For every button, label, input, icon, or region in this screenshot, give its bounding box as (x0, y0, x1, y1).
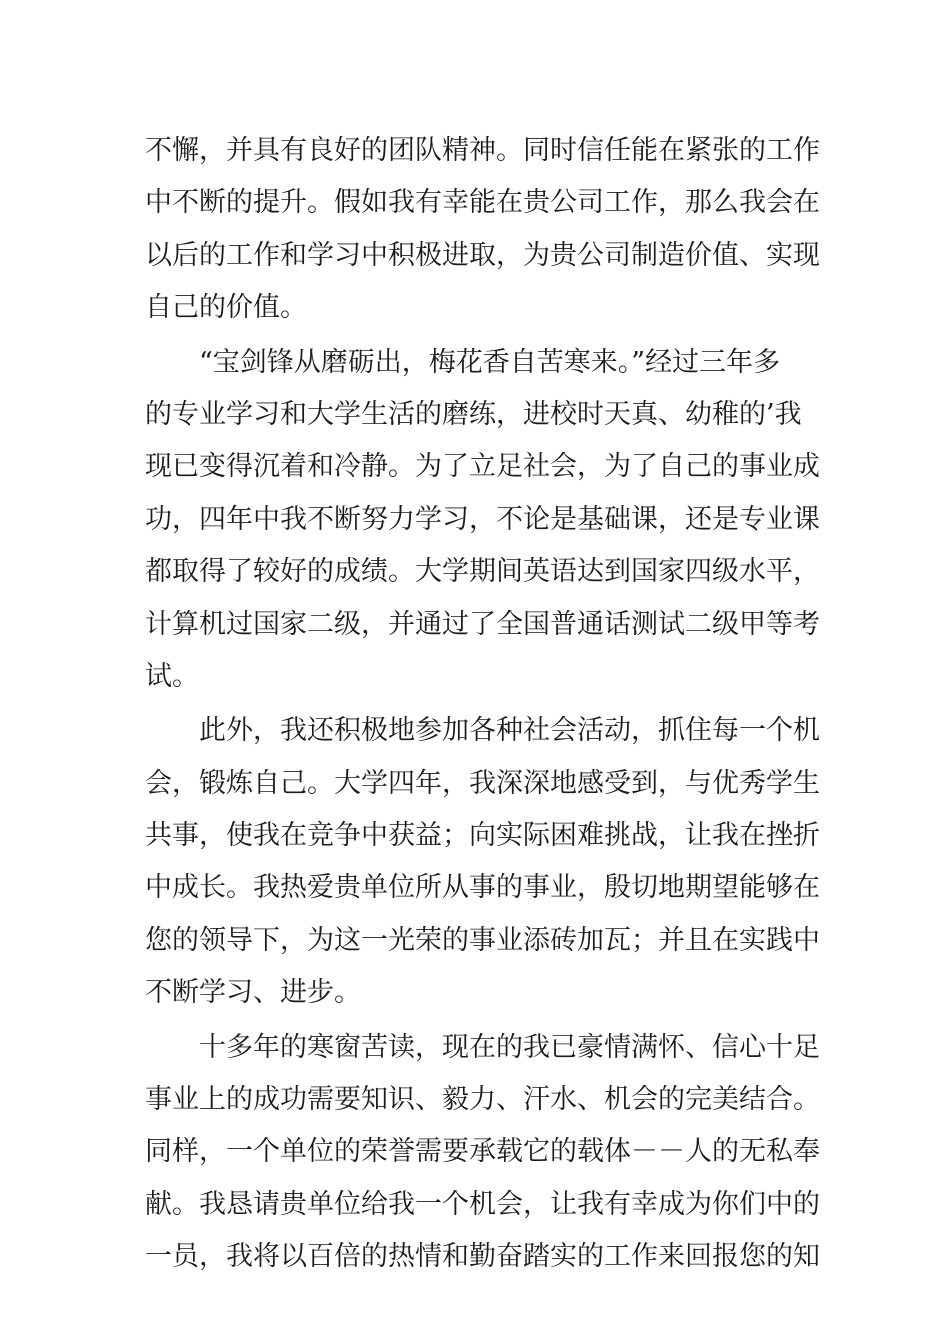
letter-body (145, 125, 820, 1284)
text-line: 一员，我将以百倍的热情和勤奋踏实的工作来回报您的知 (145, 1241, 820, 1273)
text-line: 十多年的寒窗苦读，现在的我已豪情满怀、信心十足 (199, 1031, 820, 1063)
text-line: 以后的工作和学习中积极进取，为贵公司制造价值、实现 (145, 239, 820, 271)
text-line: 计算机过国家二级，并通过了全国普通话测试二级甲等考 (145, 608, 820, 640)
text-line: 同样，一个单位的荣誉需要承载它的载体－－人的无私奉 (145, 1136, 820, 1168)
text-line: 共事，使我在竞争中获益；向实际困难挑战，让我在挫折 (145, 820, 820, 852)
text-line: 都取得了较好的成绩。大学期间英语达到国家四级水平， (145, 556, 820, 588)
text-line: 自己的价值。 (145, 292, 307, 324)
text-line: 中成长。我热爱贵单位所从事的事业，殷切地期望能够在 (145, 872, 820, 904)
text-line: 功，四年中我不断努力学习，不论是基础课，还是专业课 (145, 503, 820, 535)
text-line: 会，锻炼自己。大学四年，我深深地感受到，与优秀学生 (145, 767, 820, 799)
text-line: 此外，我还积极地参加各种社会活动，抓住每一个机 (199, 715, 820, 747)
paragraph (145, 125, 820, 335)
text-line: 中不断的提升。假如我有幸能在贵公司工作，那么我会在 (145, 187, 820, 219)
text-line: 献。我恳请贵单位给我一个机会，让我有幸成为你们中的 (145, 1188, 820, 1220)
text-line: 事业上的成功需要知识、毅力、汗水、机会的完美结合。 (145, 1084, 820, 1116)
paragraph (145, 1022, 820, 1284)
paragraph (145, 705, 820, 1019)
text-line: “宝剑锋从磨砺出，梅花香自苦寒来。”经过三年多 (199, 346, 781, 378)
text-line: 不懈，并具有良好的团队精神。同时信任能在紧张的工作 (145, 135, 820, 166)
text-line: 不断学习、进步。 (145, 977, 361, 1009)
text-line: 您的领导下，为这一光荣的事业添砖加瓦；并且在实践中 (145, 924, 820, 956)
text-line: 现已变得沉着和冷静。为了立足社会，为了自己的事业成 (145, 451, 820, 483)
text-line: 的专业学习和大学生活的磨练，进校时天真、幼稚的’我 (145, 398, 802, 430)
paragraph (145, 337, 820, 704)
text-line: 试。 (145, 660, 199, 692)
